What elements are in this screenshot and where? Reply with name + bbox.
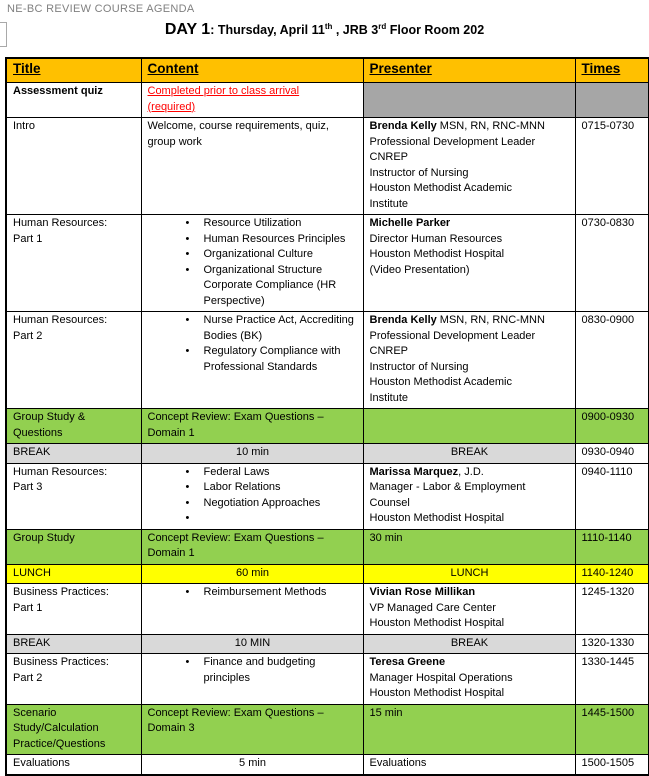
title-cell	[6, 584, 141, 635]
presenter-name: Teresa Greene	[369, 656, 446, 668]
title-line: Part 3	[13, 481, 43, 493]
presenter-line: Houston Methodist Hospital	[369, 617, 505, 629]
times-cell	[575, 704, 649, 755]
agenda-row-business-practices-part-1	[6, 584, 649, 635]
content-line: 60 min	[235, 566, 270, 579]
title-cell	[6, 654, 141, 705]
title-line: BREAK	[13, 446, 51, 458]
presenter-line: LUNCH	[450, 566, 489, 579]
times-value: 1445-1500	[581, 706, 635, 719]
content-cell	[141, 654, 363, 705]
title-cell	[6, 529, 141, 564]
times-value: 1330-1445	[581, 656, 635, 668]
presenter-line: CNREP	[369, 345, 409, 357]
bullet-item: • Organizational Culture	[148, 247, 358, 263]
presenter-cell	[363, 654, 575, 705]
bullet-item: • Organizational Structure Corporate Compliance (HR Perspective)	[148, 263, 358, 310]
content-cell	[141, 463, 363, 529]
presenter-cell	[363, 215, 575, 312]
title-cell	[6, 409, 141, 444]
agenda-table-header	[6, 58, 649, 83]
presenter-line: Houston Methodist Academic	[369, 376, 512, 388]
bullet-item: • Reimbursement Methods	[148, 585, 358, 601]
title-line: Group Study	[13, 531, 75, 544]
presenter-cell	[363, 83, 575, 118]
presenter-name-line	[370, 655, 570, 671]
content-bullet-list	[148, 465, 358, 527]
content-line: 10 min	[235, 446, 270, 458]
content-line: Welcome, course requirements, quiz,	[147, 120, 329, 132]
presenter-name: Vivian Rose Millikan	[369, 586, 476, 598]
bullet-item: • Regulatory Compliance with Professional Standards	[148, 344, 358, 375]
presenter-cell	[363, 312, 575, 409]
agenda-row-business-practices-part-2	[6, 654, 649, 705]
bullet-item	[148, 511, 358, 527]
title-line: Questions	[13, 426, 63, 439]
presenter-cell	[363, 584, 575, 635]
presenter-line: Manager - Labor & Employment	[369, 481, 526, 493]
content-line: Concept Review: Exam Questions –	[147, 411, 324, 423]
title-line: BREAK	[13, 636, 51, 649]
content-cell	[141, 564, 363, 584]
content-cell	[141, 118, 363, 215]
agenda-row-break-1	[6, 444, 649, 464]
content-line: Domain 1	[147, 547, 195, 559]
presenter-line: 15 min	[369, 706, 403, 719]
agenda-row-evaluations	[6, 755, 649, 775]
title-line: Group Study &	[13, 411, 86, 423]
presenter-cell	[363, 463, 575, 529]
times-cell	[575, 463, 649, 529]
presenter-line: Professional Development Leader	[369, 135, 536, 148]
times-value: 0900-0930	[581, 411, 635, 423]
content-cell	[141, 755, 363, 775]
title-line: Study/Calculation	[13, 722, 99, 734]
presenter-name-line	[370, 216, 570, 232]
agenda-table-body	[6, 83, 649, 775]
title-line: Scenario	[13, 706, 57, 719]
doc-title-segment: , JRB 3	[332, 23, 379, 37]
presenter-cell	[363, 409, 575, 444]
content-cell	[141, 704, 363, 755]
content-line: Concept Review: Exam Questions –	[147, 531, 324, 544]
doc-title-segment: Floor Room 202	[386, 23, 485, 37]
column-header-title: Title	[6, 58, 141, 83]
content-bullet-list	[148, 655, 358, 686]
times-cell	[575, 634, 649, 654]
content-cell	[141, 409, 363, 444]
content-bullet-list	[148, 313, 358, 375]
title-cell	[6, 463, 141, 529]
times-cell	[575, 409, 649, 444]
title-line: Practice/Questions	[13, 737, 106, 750]
title-line: Business Practices:	[13, 656, 109, 668]
title-cell	[6, 755, 141, 775]
presenter-line: Institute	[369, 197, 409, 210]
title-line: Part 1	[13, 232, 43, 245]
presenter-line: Houston Methodist Hospital	[369, 248, 505, 260]
presenter-name: Brenda Kelly	[369, 314, 437, 326]
agenda-row-intro	[6, 118, 649, 215]
presenter-cell	[363, 755, 575, 775]
bullet-item: • Federal Laws	[148, 465, 358, 481]
presenter-line: Director Human Resources	[369, 232, 503, 245]
times-value: 0940-1110	[581, 465, 633, 478]
times-value: 1320-1330	[581, 636, 635, 649]
title-line: Business Practices:	[13, 586, 109, 598]
title-line: Part 2	[13, 329, 43, 342]
doc-title	[0, 21, 649, 39]
content-cell	[141, 634, 363, 654]
agenda-row-group-study	[6, 529, 649, 564]
times-value: 1110-1140	[581, 531, 632, 544]
times-value: 0715-0730	[581, 120, 635, 132]
times-value: 1140-1240	[581, 566, 634, 579]
bullet-item: • Human Resources Principles	[148, 232, 358, 248]
presenter-line: Counsel	[369, 496, 410, 509]
times-cell	[575, 83, 649, 118]
content-line: Domain 3	[147, 722, 195, 734]
times-value: 0930-0940	[581, 446, 635, 458]
title-cell	[6, 704, 141, 755]
content-line: Concept Review: Exam Questions –	[147, 706, 324, 719]
doc-title-segment: th	[324, 21, 333, 31]
bullet-item: • Finance and budgeting principles	[148, 655, 358, 686]
times-cell	[575, 215, 649, 312]
content-line: group work	[147, 135, 202, 148]
title-line: Part 2	[13, 671, 43, 684]
column-header-times: Times	[575, 58, 649, 83]
agenda-row-human-resources-part-1	[6, 215, 649, 312]
presenter-name-line	[370, 465, 570, 481]
title-cell	[6, 312, 141, 409]
title-line: Human Resources:	[13, 217, 108, 229]
bullet-item: • Negotiation Approaches	[148, 496, 358, 512]
content-line: 5 min	[239, 757, 266, 769]
presenter-credentials: , J.D.	[458, 465, 484, 478]
times-cell	[575, 755, 649, 775]
presenter-line: Instructor of Nursing	[369, 166, 469, 179]
content-bullet-list	[148, 585, 358, 601]
content-line: 10 MIN	[234, 636, 271, 649]
presenter-name: Marissa Marquez	[369, 465, 459, 478]
agenda-row-assessment-quiz	[6, 83, 649, 118]
presenter-line: CNREP	[369, 151, 409, 163]
agenda-row-group-study-questions	[6, 409, 649, 444]
presenter-credentials: MSN, RN, RNC-MNN	[436, 314, 545, 326]
presenter-line: Evaluations	[369, 757, 427, 769]
presenter-cell	[363, 564, 575, 584]
times-cell	[575, 312, 649, 409]
title-line: Part 1	[13, 601, 43, 614]
times-cell	[575, 564, 649, 584]
presenter-name-line	[370, 585, 570, 601]
title-line: Intro	[13, 120, 36, 132]
presenter-line: VP Managed Care Center	[369, 601, 496, 614]
bullet-item: • Labor Relations	[148, 480, 358, 496]
doc-title-day: DAY 1	[164, 21, 211, 38]
bullet-item: • Resource Utilization	[148, 216, 358, 232]
presenter-name-line	[370, 313, 570, 329]
title-line: LUNCH	[13, 566, 51, 579]
bullet-item: • Nurse Practice Act, Accrediting Bodies (BK)	[148, 313, 358, 344]
title-cell	[6, 118, 141, 215]
presenter-line: Instructor of Nursing	[369, 360, 469, 373]
title-cell	[6, 215, 141, 312]
column-header-content: Content	[141, 58, 363, 83]
agenda-header-row	[6, 58, 649, 83]
content-cell	[141, 215, 363, 312]
column-header-presenter: Presenter	[363, 58, 575, 83]
presenter-line: Houston Methodist Academic	[369, 182, 512, 194]
times-cell	[575, 444, 649, 464]
title-line: Human Resources:	[13, 314, 108, 326]
presenter-line: BREAK	[450, 636, 489, 649]
agenda-row-scenario-study	[6, 704, 649, 755]
agenda-row-lunch	[6, 564, 649, 584]
title-cell	[6, 564, 141, 584]
presenter-line: Houston Methodist Hospital	[369, 512, 505, 524]
presenter-line: Institute	[369, 391, 409, 404]
presenter-cell	[363, 118, 575, 215]
required-note-line: (required)	[147, 100, 196, 113]
title-cell	[6, 83, 141, 118]
presenter-name-line	[370, 119, 570, 135]
times-cell	[575, 529, 649, 564]
content-cell	[141, 584, 363, 635]
title-line: Assessment quiz	[13, 85, 103, 97]
agenda-table	[5, 57, 649, 776]
presenter-name: Michelle Parker	[369, 217, 451, 229]
presenter-line: Manager Hospital Operations	[369, 671, 513, 684]
presenter-name: Brenda Kelly	[369, 120, 437, 132]
times-value: 1500-1505	[581, 757, 635, 769]
content-cell	[141, 83, 363, 118]
presenter-cell	[363, 634, 575, 654]
times-cell	[575, 118, 649, 215]
times-cell	[575, 584, 649, 635]
presenter-line: BREAK	[450, 446, 489, 458]
presenter-line: 30 min	[369, 531, 403, 544]
presenter-line: (Video Presentation)	[369, 263, 470, 276]
doc-title-segment: rd	[378, 21, 387, 31]
times-cell	[575, 654, 649, 705]
agenda-row-human-resources-part-2	[6, 312, 649, 409]
content-cell	[141, 529, 363, 564]
presenter-line: Houston Methodist Hospital	[369, 687, 505, 699]
content-cell	[141, 312, 363, 409]
content-cell	[141, 444, 363, 464]
title-line: Human Resources:	[13, 465, 108, 478]
times-value: 1245-1320	[581, 586, 635, 598]
times-value: 0730-0830	[581, 217, 635, 229]
content-line: Domain 1	[147, 426, 195, 439]
title-cell	[6, 444, 141, 464]
content-bullet-list	[148, 216, 358, 309]
title-line: Evaluations	[13, 757, 70, 769]
agenda-row-human-resources-part-3	[6, 463, 649, 529]
title-cell	[6, 634, 141, 654]
presenter-cell	[363, 704, 575, 755]
presenter-credentials: MSN, RN, RNC-MNN	[436, 120, 545, 132]
presenter-line: Professional Development Leader	[369, 329, 536, 342]
presenter-cell	[363, 529, 575, 564]
required-note-line: Completed prior to class arrival	[147, 85, 300, 97]
times-value: 0830-0900	[581, 314, 635, 326]
doc-title-segment: : Thursday, April 11	[210, 23, 325, 37]
presenter-cell	[363, 444, 575, 464]
agenda-row-break-2	[6, 634, 649, 654]
document-header-label: NE-BC REVIEW COURSE AGENDA	[7, 3, 195, 15]
